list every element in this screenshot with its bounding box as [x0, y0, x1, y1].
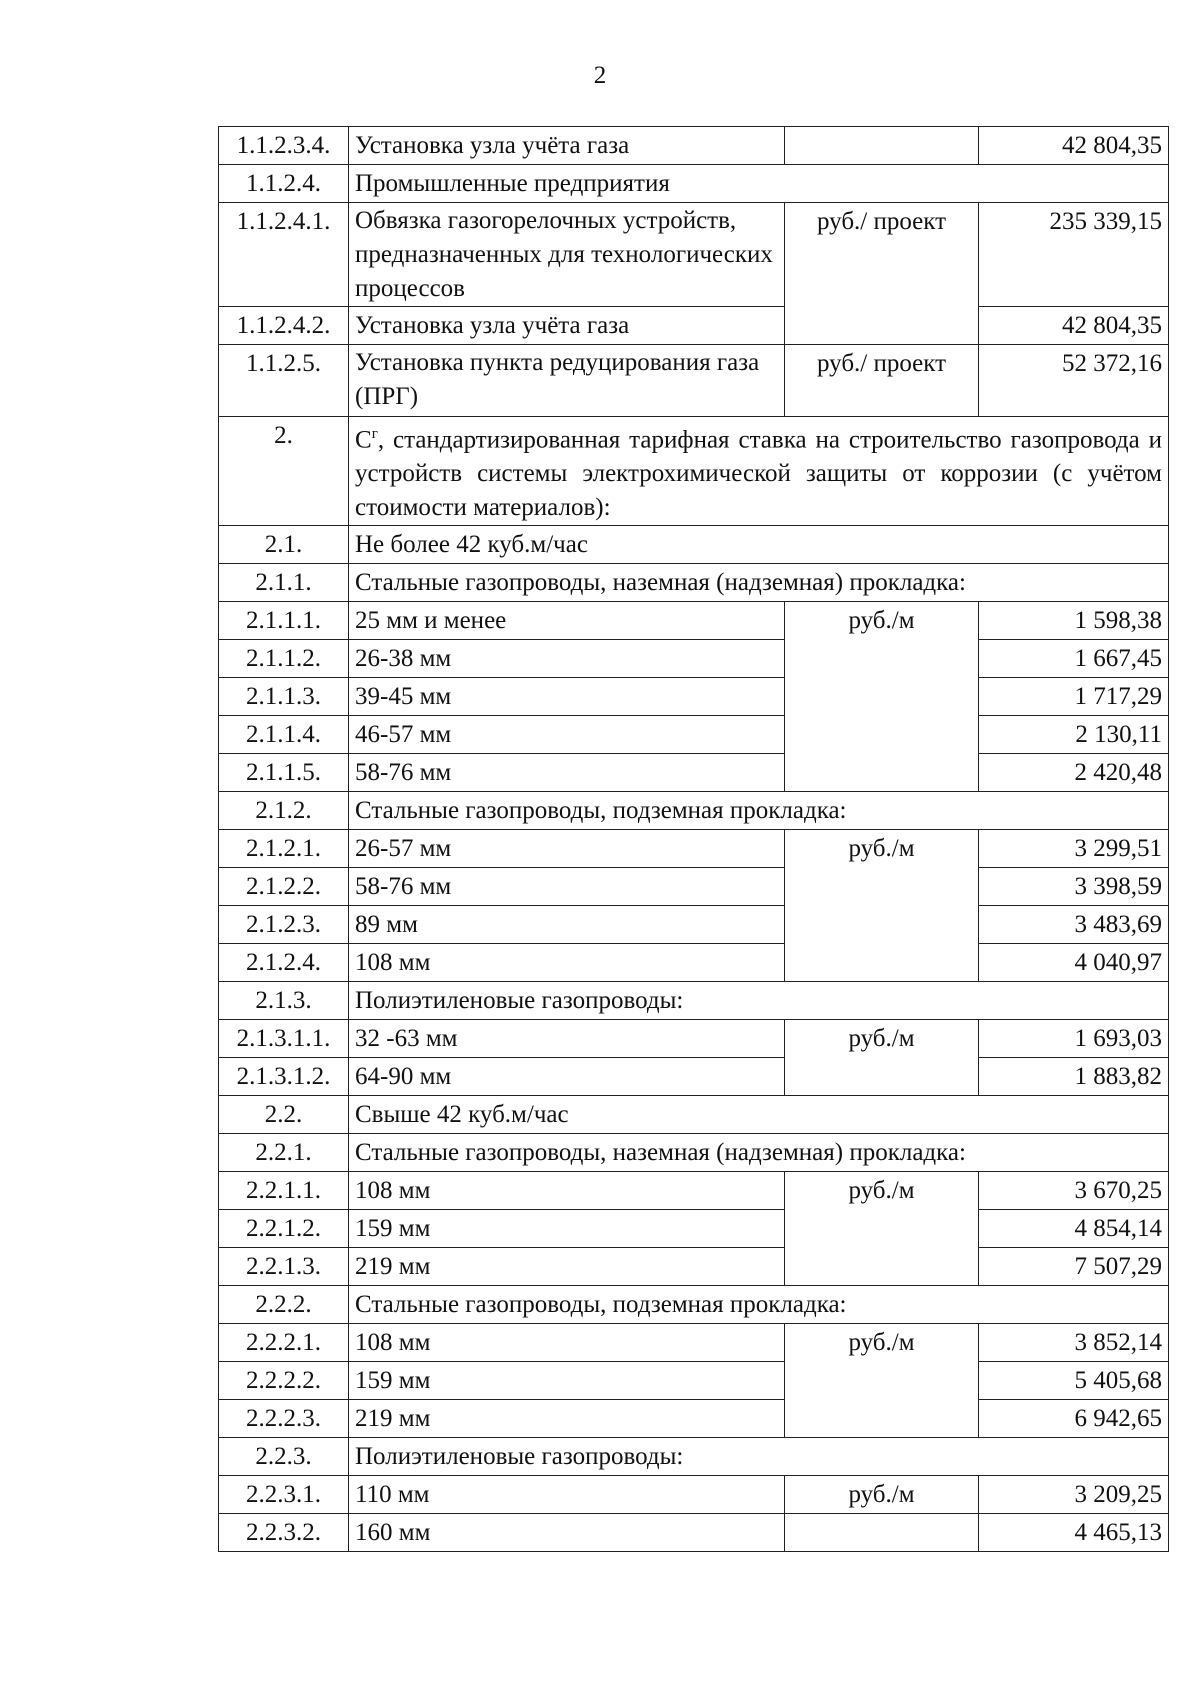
- row-value: 1 693,03: [979, 1020, 1169, 1058]
- row-value: 1 883,82: [979, 1058, 1169, 1096]
- row-value: 42 804,35: [979, 307, 1169, 345]
- row-code: 2.1.2.3.: [219, 906, 349, 944]
- table-row: [219, 1210, 1169, 1248]
- row-unit: руб./ проект: [785, 203, 979, 345]
- table-row: [219, 1096, 1169, 1134]
- row-code: 2.1.1.1.: [219, 602, 349, 640]
- row-unit: [785, 1514, 979, 1552]
- row-value: 3 670,25: [979, 1172, 1169, 1210]
- tariff-rates-table: [218, 126, 1169, 1552]
- table-row: [219, 1400, 1169, 1438]
- table-row: [219, 307, 1169, 345]
- section-heading: Стальные газопроводы, наземная (надземная) прокладка:: [349, 564, 1169, 602]
- row-code: 2.2.2.: [219, 1286, 349, 1324]
- row-value: 235 339,15: [979, 203, 1169, 307]
- row-code: 2.2.2.3.: [219, 1400, 349, 1438]
- row-code: 2.2.3.1.: [219, 1476, 349, 1514]
- row-value: 52 372,16: [979, 345, 1169, 417]
- row-name: Установка пункта редуцирования газа (ПРГ): [349, 345, 785, 417]
- row-unit: руб./м: [785, 1324, 979, 1438]
- row-code: 2.1.1.4.: [219, 716, 349, 754]
- table-row: [219, 526, 1169, 564]
- rate-description: , стандартизированная тарифная ставка на строительство газопровода и устройств системы электрохимической защиты от коррозии (с учётом стоимости материалов):: [355, 426, 1162, 522]
- section-heading: Свыше 42 куб.м/час: [349, 1096, 1169, 1134]
- table-row: [219, 1362, 1169, 1400]
- section-heading: Стальные газопроводы, подземная прокладка:: [349, 1286, 1169, 1324]
- row-name: 39-45 мм: [349, 678, 785, 716]
- table-row: [219, 1514, 1169, 1552]
- row-code: 2.2.1.1.: [219, 1172, 349, 1210]
- row-value: 4 854,14: [979, 1210, 1169, 1248]
- row-code: 1.1.2.4.1.: [219, 203, 349, 307]
- row-name: 219 мм: [349, 1400, 785, 1438]
- row-code: 2.1.3.1.2.: [219, 1058, 349, 1096]
- row-code: 2.1.2.: [219, 792, 349, 830]
- row-code: 2.1.2.4.: [219, 944, 349, 982]
- row-value: 3 299,51: [979, 830, 1169, 868]
- row-name: Установка узла учёта газа: [349, 307, 785, 345]
- section-heading: Стальные газопроводы, подземная прокладка:: [349, 792, 1169, 830]
- row-code: 2.1.1.5.: [219, 754, 349, 792]
- row-unit: [785, 127, 979, 165]
- row-name: 108 мм: [349, 1324, 785, 1362]
- row-code: 2.2.2.2.: [219, 1362, 349, 1400]
- row-value: 3 852,14: [979, 1324, 1169, 1362]
- table-row: [219, 982, 1169, 1020]
- row-unit: руб./ проект: [785, 345, 979, 417]
- table-row: [219, 1058, 1169, 1096]
- table-row: [219, 868, 1169, 906]
- row-unit: руб./м: [785, 602, 979, 792]
- table-row: [219, 1476, 1169, 1514]
- row-name: 26-57 мм: [349, 830, 785, 868]
- row-name: 108 мм: [349, 1172, 785, 1210]
- row-value: 42 804,35: [979, 127, 1169, 165]
- section-heading: Стальные газопроводы, наземная (надземная) прокладка:: [349, 1134, 1169, 1172]
- section-heading-rate: [349, 417, 1169, 526]
- row-code: 1.1.2.3.4.: [219, 127, 349, 165]
- table-row: [219, 716, 1169, 754]
- table-row: [219, 1134, 1169, 1172]
- table-row: [219, 678, 1169, 716]
- row-name: 160 мм: [349, 1514, 785, 1552]
- row-code: 2.2.1.: [219, 1134, 349, 1172]
- rate-symbol: С: [355, 426, 372, 454]
- row-name: 219 мм: [349, 1248, 785, 1286]
- table-row: [219, 1020, 1169, 1058]
- row-value: 7 507,29: [979, 1248, 1169, 1286]
- row-name: 89 мм: [349, 906, 785, 944]
- table-row: [219, 792, 1169, 830]
- section-heading: Не более 42 куб.м/час: [349, 526, 1169, 564]
- row-code: 2.1.3.1.1.: [219, 1020, 349, 1058]
- row-code: 2.1.1.2.: [219, 640, 349, 678]
- row-name: 64-90 мм: [349, 1058, 785, 1096]
- row-unit: руб./м: [785, 1020, 979, 1096]
- table-row: [219, 1248, 1169, 1286]
- row-value: 1 667,45: [979, 640, 1169, 678]
- row-code: 2.2.1.2.: [219, 1210, 349, 1248]
- row-code: 2.1.1.: [219, 564, 349, 602]
- row-value: 1 598,38: [979, 602, 1169, 640]
- table-row: [219, 127, 1169, 165]
- page-number: 2: [593, 62, 607, 89]
- row-name: 58-76 мм: [349, 754, 785, 792]
- section-heading: Полиэтиленовые газопроводы:: [349, 1438, 1169, 1476]
- table-row: [219, 640, 1169, 678]
- row-unit: руб./м: [785, 1476, 979, 1514]
- table-row: [219, 345, 1169, 417]
- row-name: 159 мм: [349, 1362, 785, 1400]
- table-row: [219, 754, 1169, 792]
- row-code: 2.1.2.2.: [219, 868, 349, 906]
- row-value: 4 465,13: [979, 1514, 1169, 1552]
- row-name: 108 мм: [349, 944, 785, 982]
- row-code: 2.1.3.: [219, 982, 349, 1020]
- row-value: 4 040,97: [979, 944, 1169, 982]
- row-code: 1.1.2.5.: [219, 345, 349, 417]
- row-code: 2.2.: [219, 1096, 349, 1134]
- table-row: [219, 1172, 1169, 1210]
- table-row: [219, 165, 1169, 203]
- row-unit: руб./м: [785, 830, 979, 982]
- row-value: 1 717,29: [979, 678, 1169, 716]
- table-row: [219, 944, 1169, 982]
- table-row: [219, 1438, 1169, 1476]
- row-value: 2 130,11: [979, 716, 1169, 754]
- row-name: 159 мм: [349, 1210, 785, 1248]
- section-heading: Полиэтиленовые газопроводы:: [349, 982, 1169, 1020]
- row-unit: руб./м: [785, 1172, 979, 1286]
- row-name: 46-57 мм: [349, 716, 785, 754]
- table-row: [219, 564, 1169, 602]
- row-code: 1.1.2.4.: [219, 165, 349, 203]
- row-code: 2.2.3.2.: [219, 1514, 349, 1552]
- row-code: 2.1.1.3.: [219, 678, 349, 716]
- row-code: 2.1.: [219, 526, 349, 564]
- row-code: 2.1.2.1.: [219, 830, 349, 868]
- table-row: [219, 417, 1169, 526]
- table-row: [219, 830, 1169, 868]
- row-value: 2 420,48: [979, 754, 1169, 792]
- table-row: [219, 906, 1169, 944]
- row-value: 3 483,69: [979, 906, 1169, 944]
- rate-superscript: г: [371, 426, 378, 442]
- row-name: 26-38 мм: [349, 640, 785, 678]
- section-heading: Промышленные предприятия: [349, 165, 1169, 203]
- row-value: 6 942,65: [979, 1400, 1169, 1438]
- table-row: [219, 1324, 1169, 1362]
- row-name: Установка узла учёта газа: [349, 127, 785, 165]
- row-code: 1.1.2.4.2.: [219, 307, 349, 345]
- row-name: 58-76 мм: [349, 868, 785, 906]
- row-value: 3 398,59: [979, 868, 1169, 906]
- row-code: 2.2.2.1.: [219, 1324, 349, 1362]
- row-value: 5 405,68: [979, 1362, 1169, 1400]
- row-name: 32 -63 мм: [349, 1020, 785, 1058]
- row-code: 2.: [219, 417, 349, 526]
- table-row: [219, 203, 1169, 307]
- table-row: [219, 1286, 1169, 1324]
- row-name: 25 мм и менее: [349, 602, 785, 640]
- row-name: 110 мм: [349, 1476, 785, 1514]
- row-code: 2.2.1.3.: [219, 1248, 349, 1286]
- table-row: [219, 602, 1169, 640]
- row-value: 3 209,25: [979, 1476, 1169, 1514]
- row-code: 2.2.3.: [219, 1438, 349, 1476]
- row-name: Обвязка газогорелочных устройств, предназначенных для технологических процессов: [349, 203, 785, 307]
